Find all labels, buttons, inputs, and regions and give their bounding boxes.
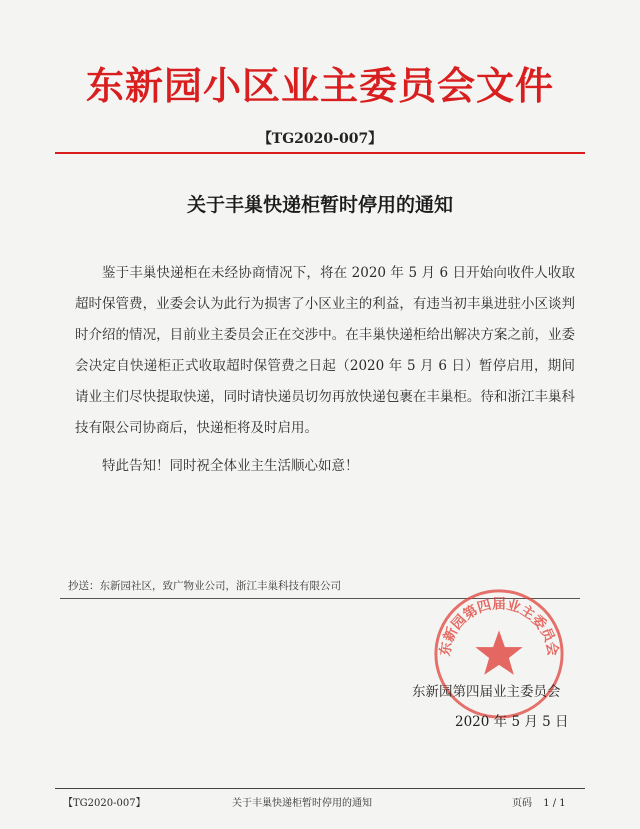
notice-body [75, 258, 575, 444]
notice-paragraph: 鉴于丰巢快递柜在未经协商情况下，将在 2020 年 5 月 6 日开始向收件人收取超时保管费，业委会认为此行为损害了小区业主的利益，有违当初丰巢进驻小区谈判时介绍的情况，目前业主委员会正在交涉中。在丰巢快递柜给出解决方案之前，业委会决定自快递柜正式收取超时保管费之日起（2020 年 5 月 6 日）暂停启用，期间请业主们尽快提取快递，同时请快递员切勿再放快递包裹在丰巢柜。待和浙江丰巢科技有限公司协商后，快递柜将及时启用。 [75, 265, 575, 436]
footer-page [512, 794, 566, 809]
notice-title: 关于丰巢快递柜暂时停用的通知 [186, 194, 453, 216]
footer-title: 关于丰巢快递柜暂时停用的通知 [232, 798, 372, 809]
notice-closing: 特此告知！同时祝全体业主生活顺心如意！ [102, 458, 359, 474]
official-seal-icon [430, 585, 568, 723]
footer-page-value: 1 / 1 [543, 798, 566, 809]
footer-doc-number: 【TG2020-007】 [63, 798, 146, 809]
cc-line: 抄送：东新园社区，致广物业公司，浙江丰巢科技有限公司 [68, 580, 341, 592]
header-red-rule [55, 152, 585, 154]
footer-rule [55, 788, 585, 789]
document-number: 【TG2020-007】 [257, 131, 383, 147]
document-header-title: 东新园小区业主委员会文件 [85, 64, 554, 108]
signature-org: 东新园第四届业主委员会 [412, 684, 561, 700]
footer-page-label: 页码 [512, 798, 532, 809]
signature-date: 2020 年 5 月 5 日 [455, 714, 569, 730]
seal-text: 东新园第四届业主委员会 [437, 596, 561, 658]
